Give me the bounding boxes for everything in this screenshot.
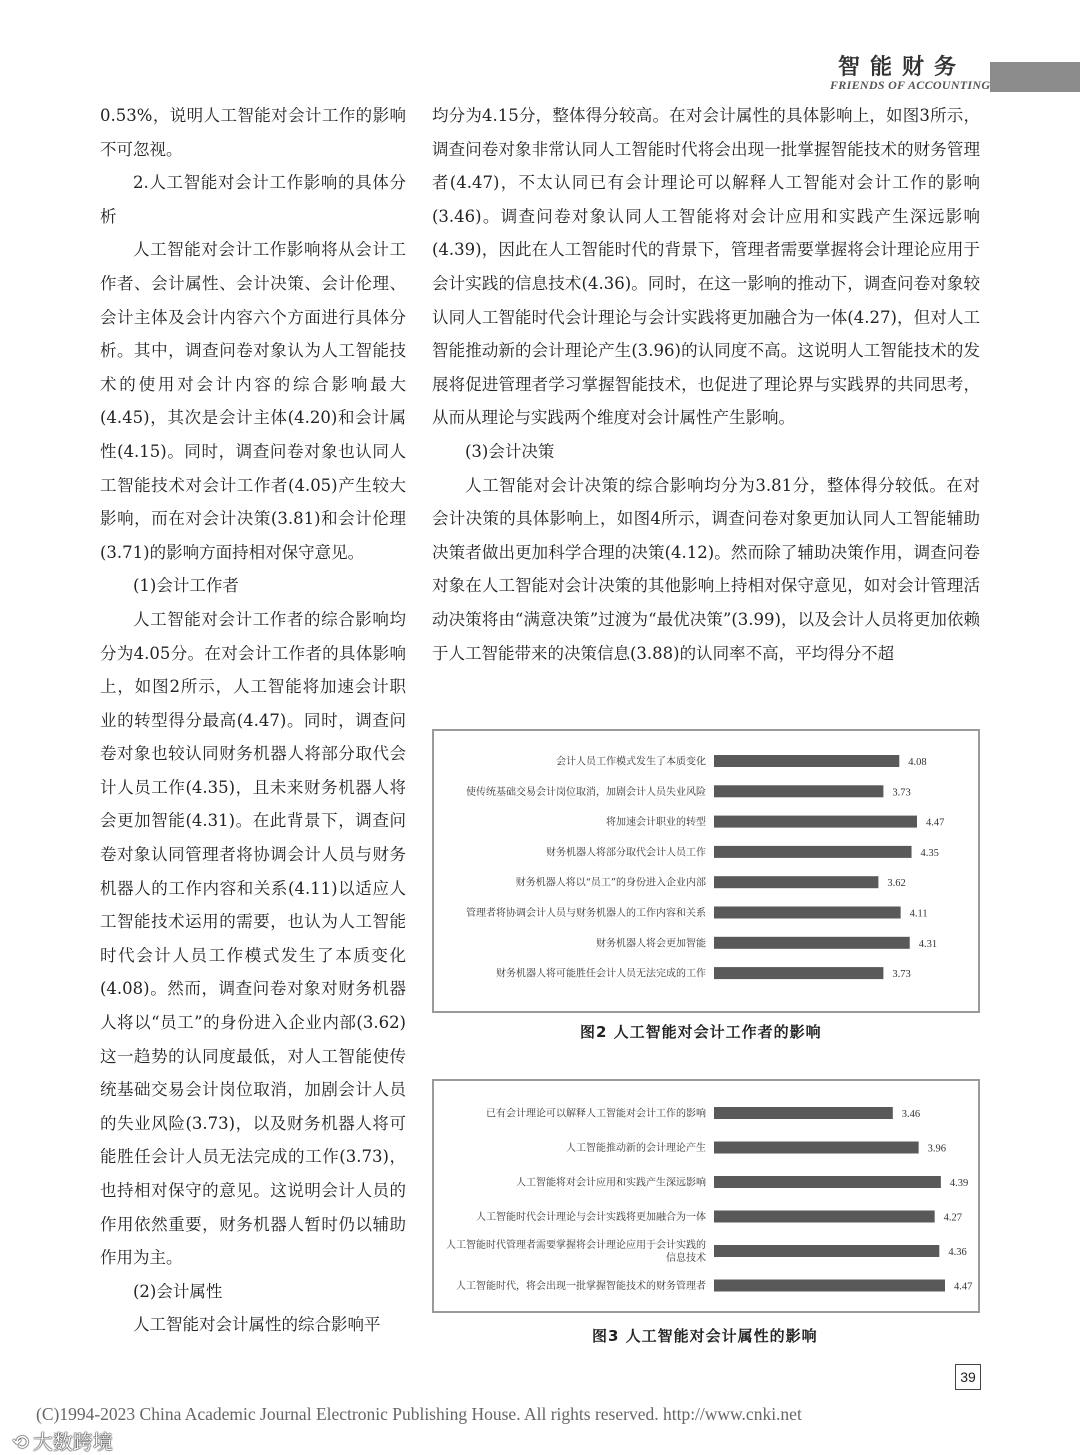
chart-bar: [714, 1107, 893, 1119]
chart-bar: [714, 1176, 941, 1188]
chart-value-label: 4.47: [954, 1281, 973, 1293]
page-number: 39: [955, 1364, 981, 1390]
figure-3-chart: [432, 1079, 980, 1313]
chart-category-label: 人工智能推动新的会计理论产生: [566, 1143, 706, 1154]
chart-category-label: 人工智能时代，将会出现一批掌握智能技术的财务管理者: [456, 1281, 706, 1292]
chart-category-label: 人工智能时代管理者需要掌握将会计理论应用于会计实践的: [446, 1240, 706, 1251]
journal-english-title: FRIENDS OF ACCOUNTING: [830, 78, 991, 92]
right-column: [432, 99, 980, 670]
chart-bar: [714, 1142, 919, 1154]
chart-category-label: 财务机器人将可能胜任会计人员无法完成的工作: [496, 968, 706, 980]
figure-3-caption: 图3 人工智能对会计属性的影响: [592, 1327, 818, 1345]
figure-3-svg: [434, 1081, 978, 1311]
watermark: [12, 1426, 113, 1455]
chart-category-label: 财务机器人将以“员工”的身份进入企业内部: [515, 877, 706, 889]
paragraph: 人工智能对会计决策的综合影响均分为3.81分，整体得分较低。在对会计决策的具体影响上，如图4所示，调查问卷对象更加认同人工智能辅助决策者做出更加科学合理的决策(4.12)。然而除了辅助决策作用，调查问卷对象在人工智能对会计决策的其他影响上持相对保守意见，如对会计管理活动决策将由“满意决策”过渡为“最优决策”(3.99)，以及会计人员将更加依赖于人工智能带来的决策信息(3.88)的认同率不高，平均得分不超: [432, 475, 980, 663]
chart-category-label: 人工智能时代会计理论与会计实践将更加融合为一体: [476, 1212, 706, 1223]
chart-bar: [714, 755, 899, 767]
chart-value-label: 4.35: [920, 847, 939, 859]
figure-2-caption: 图2 人工智能对会计工作者的影响: [580, 1023, 822, 1041]
chart-bar: [714, 785, 883, 797]
chart-value-label: 3.62: [887, 878, 906, 890]
chart-category-label: 管理者将协调会计人员与财务机器人的工作内容和关系: [466, 908, 706, 919]
chart-category-label: 已有会计理论可以解释人工智能对会计工作的影响: [486, 1108, 706, 1120]
subsection-heading: (2)会计属性: [133, 1281, 223, 1301]
paragraph: 人工智能对会计工作影响将从会计工作者、会计属性、会计决策、会计伦理、会计主体及会计内容六个方面进行具体分析。其中，调查问卷对象认为人工智能技术的使用对会计内容的综合影响最大(4.45)，其次是会计主体(4.20)和会计属性(4.15)。同时，调查问卷对象也认同人工智能技术对会计工作者(4.05)产生较大影响，而在对会计决策(3.81)和会计伦理(3.71)的影响方面持相对保守意见。: [100, 240, 406, 562]
watermark-logo-icon: ⟲: [12, 1430, 29, 1454]
paragraph: 人工智能对会计属性的综合影响平: [133, 1315, 381, 1335]
chart-category-label: 信息技术: [666, 1253, 706, 1264]
chart-bar: [714, 937, 910, 949]
paragraph: 人工智能对会计工作者的综合影响均分为4.05分。在对会计工作者的具体影响上，如图2所示，人工智能将加速会计职业的转型得分最高(4.47)。同时，调查问卷对象也较认同财务机器人将部分取代会计人员工作(4.35)，且未来财务机器人将会更加智能(4.31)。在此背景下，调查问卷对象认同管理者将协调会计人员与财务机器人的工作内容和关系(4.11)以适应人工智能技术运用的需要，也认为人工智能时代会计人员工作模式发生了本质变化(4.08)。然而，调查问卷对象对财务机器人将以“员工”的身份进入企业内部(3.62)这一趋势的认同度最低，对人工智能使传统基础交易会计岗位取消，加剧会计人员的失业风险(3.73)，以及财务机器人将可能胜任会计人员无法完成的工作(3.73)，也持相对保守的意见。这说明会计人员的作用依然重要，财务机器人暂时仍以辅助作用为主。: [100, 609, 406, 1268]
chart-category-label: 使传统基础交易会计岗位取消，加剧会计人员失业风险: [466, 786, 706, 798]
chart-bar: [714, 907, 901, 919]
chart-bar: [714, 967, 883, 979]
left-column: [100, 99, 406, 1342]
chart-bar: [714, 1211, 935, 1223]
subsection-heading: (3)会计决策: [465, 441, 555, 461]
section-heading: 2.人工智能对会计工作影响的具体分析: [100, 173, 406, 226]
chart-bar: [714, 876, 878, 888]
header-decor-bar: [990, 62, 1080, 92]
chart-category-label: 将加速会计职业的转型: [606, 817, 706, 829]
chart-value-label: 3.73: [892, 787, 911, 799]
chart-value-label: 4.08: [908, 757, 927, 768]
chart-category-label: 会计人员工作模式发生了本质变化: [556, 756, 706, 768]
chart-value-label: 3.46: [901, 1109, 921, 1120]
chart-bar: [714, 1245, 939, 1257]
watermark-text: 大数跨境: [32, 1430, 113, 1454]
chart-category-label: 财务机器人将会更加智能: [596, 938, 706, 950]
chart-value-label: 3.96: [927, 1143, 947, 1155]
figure-2-chart: [432, 729, 980, 1013]
chart-category-label: 财务机器人将部分取代会计人员工作: [546, 847, 706, 859]
subsection-heading: (1)会计工作者: [133, 576, 239, 596]
chart-value-label: 4.11: [909, 908, 928, 920]
chart-bar: [714, 846, 912, 858]
copyright-notice: (C)1994-2023 China Academic Journal Electronic Publishing House. All rights reserved. http://www.cnki.net: [36, 1404, 802, 1424]
chart-value-label: 4.27: [943, 1212, 963, 1224]
paragraph: 均分为4.15分，整体得分较高。在对会计属性的具体影响上，如图3所示，调查问卷对象非常认同人工智能时代将会出现一批掌握智能技术的财务管理者(4.47)，不太认同已有会计理论可以解释人工智能对会计工作的影响(3.46)。调查问卷对象认同人工智能将对会计应用和实践产生深远影响(4.39)，因此在人工智能时代的背景下，管理者需要掌握将会计理论应用于会计实践的信息技术(4.36)。同时，在这一影响的推动下，调查问卷对象较认同人工智能时代会计理论与会计实践将更加融合为一体(4.27)，但对人工智能推动新的会计理论产生(3.96)的认同度不高。这说明人工智能技术的发展将促进管理者学习掌握智能技术，也促进了理论界与实践界的共同思考，从而从理论与实践两个维度对会计属性产生影响。: [432, 106, 980, 428]
paragraph: 0.53%，说明人工智能对会计工作的影响不可忽视。: [100, 106, 406, 159]
chart-value-label: 4.36: [948, 1247, 967, 1258]
chart-value-label: 3.73: [892, 969, 911, 981]
chart-bar: [714, 816, 917, 828]
chart-value-label: 4.47: [926, 817, 945, 829]
chart-value-label: 4.39: [949, 1178, 969, 1189]
chart-category-label: 人工智能将对会计应用和实践产生深远影响: [516, 1177, 706, 1189]
journal-title: 智能财务: [838, 54, 967, 80]
figure-2-svg: [434, 731, 978, 1011]
chart-bar: [714, 1280, 945, 1292]
chart-value-label: 4.31: [918, 938, 938, 950]
